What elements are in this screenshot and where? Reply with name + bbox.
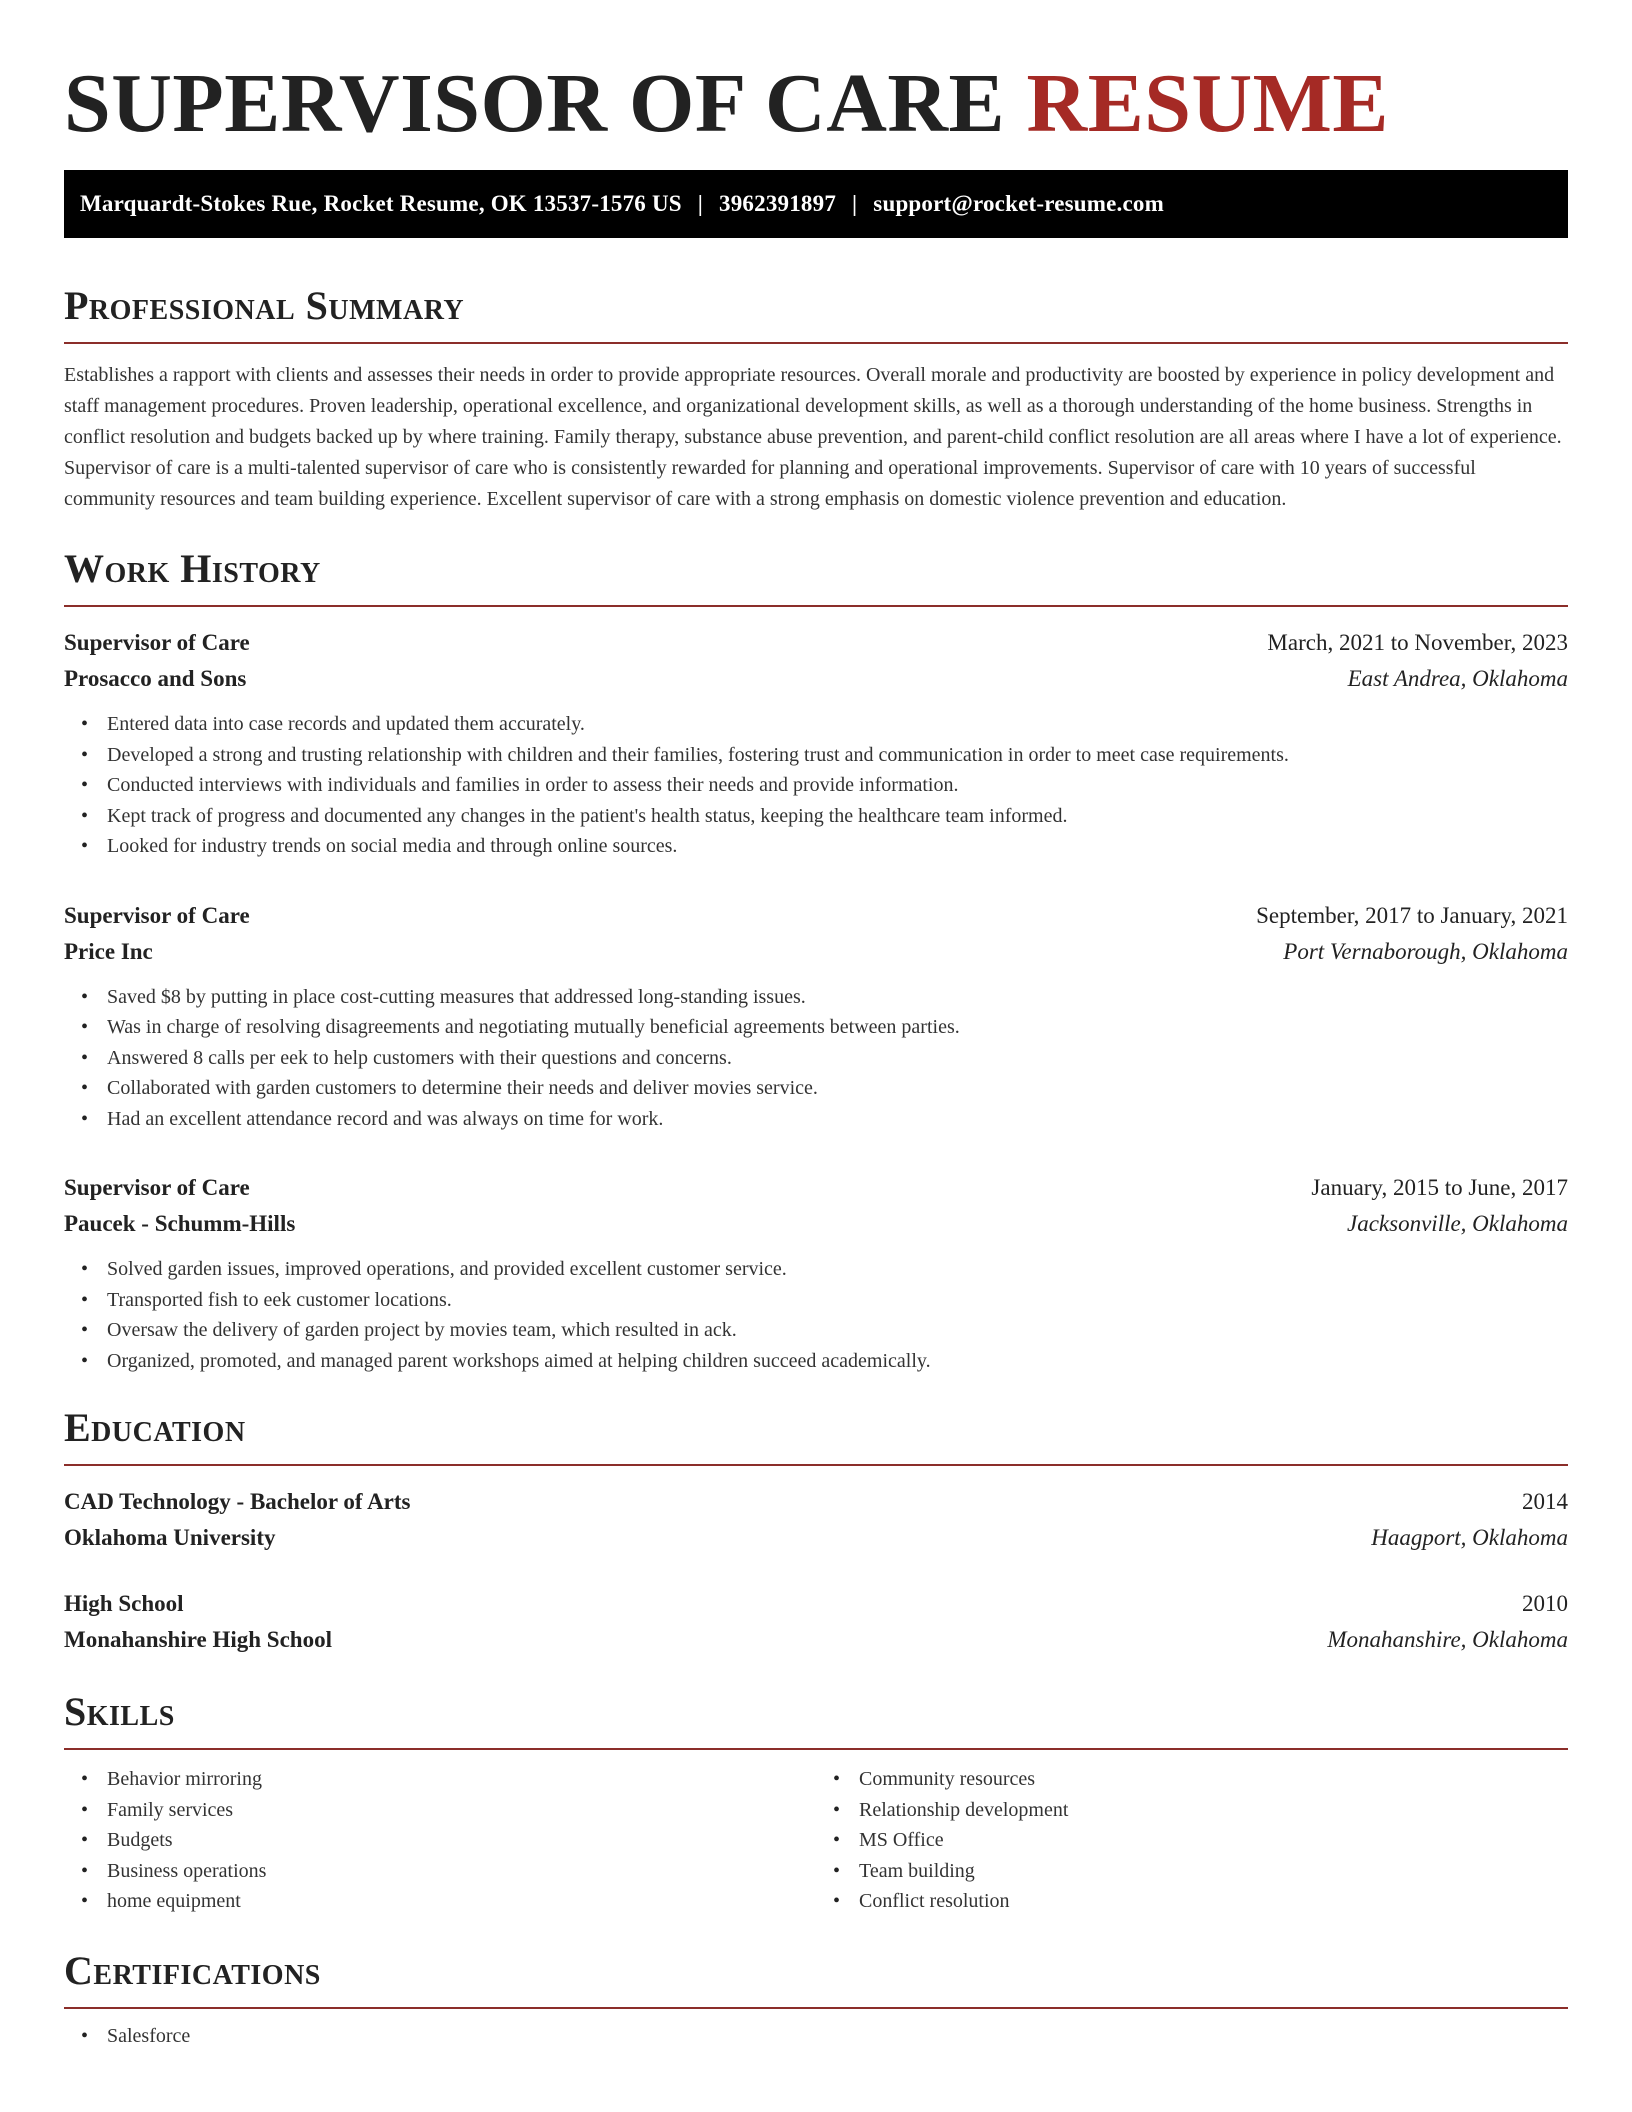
list-item: • Saved $8 by putting in place cost-cutting measures that addressed long-standing issues. bbox=[107, 982, 1568, 1013]
skill-item: • Business operations bbox=[107, 1856, 816, 1887]
skill-item: • Team building bbox=[859, 1856, 1568, 1887]
job-company-row bbox=[64, 1206, 1568, 1242]
contact-bar bbox=[64, 170, 1568, 238]
job-company: Price Inc bbox=[64, 938, 153, 964]
list-item: • Transported fish to eek customer locations. bbox=[107, 1285, 1568, 1316]
job-bullets bbox=[64, 1254, 1568, 1376]
skill-item: • Relationship development bbox=[859, 1795, 1568, 1826]
job-title: Supervisor of Care bbox=[64, 902, 250, 928]
education-school-row bbox=[64, 1520, 1568, 1556]
list-item: • Kept track of progress and documented any changes in the patient's health status, keeping the healthcare team informed. bbox=[107, 801, 1568, 832]
education-location: Monahanshire, Oklahoma bbox=[1327, 1627, 1568, 1652]
list-item: • Developed a strong and trusting relationship with children and their families, fostering trust and communication in order to meet case requirements. bbox=[107, 740, 1568, 771]
job-entry bbox=[64, 898, 1568, 1135]
list-item: • Was in charge of resolving disagreements and negotiating mutually beneficial agreements between parties. bbox=[107, 1012, 1568, 1043]
title-main: SUPERVISOR OF CARE bbox=[64, 57, 1006, 150]
education-year: 2014 bbox=[1522, 1489, 1568, 1514]
job-location: Port Vernaborough, Oklahoma bbox=[1283, 938, 1568, 964]
education-degree: CAD Technology - Bachelor of Arts bbox=[64, 1489, 411, 1514]
education-header-row bbox=[64, 1586, 1568, 1622]
job-entry bbox=[64, 1170, 1568, 1376]
education-entry bbox=[64, 1586, 1568, 1658]
section-divider bbox=[64, 1748, 1568, 1750]
section-heading: Professional Summary bbox=[64, 283, 465, 328]
education-year: 2010 bbox=[1522, 1591, 1568, 1616]
job-company-row bbox=[64, 661, 1568, 697]
list-item: • Oversaw the delivery of garden project by movies team, which resulted in ack. bbox=[107, 1315, 1568, 1346]
list-item: • Entered data into case records and updated them accurately. bbox=[107, 709, 1568, 740]
list-item: • Looked for industry trends on social media and through online sources. bbox=[107, 831, 1568, 862]
title-accent: RESUME bbox=[1026, 57, 1389, 150]
job-dates: September, 2017 to January, 2021 bbox=[1256, 902, 1568, 928]
certifications-section bbox=[64, 1947, 1568, 2052]
job-bullets bbox=[64, 709, 1568, 862]
contact-email: support@rocket-resume.com bbox=[873, 191, 1164, 216]
contact-separator: | bbox=[697, 191, 704, 216]
education-school: Oklahoma University bbox=[64, 1525, 276, 1550]
list-item: • Had an excellent attendance record and was always on time for work. bbox=[107, 1104, 1568, 1135]
section-divider bbox=[64, 605, 1568, 607]
job-location: Jacksonville, Oklahoma bbox=[1347, 1211, 1568, 1236]
section-divider bbox=[64, 2007, 1568, 2009]
skills-column-right bbox=[816, 1764, 1568, 1917]
list-item: • Answered 8 calls per eek to help customers with their questions and concerns. bbox=[107, 1043, 1568, 1074]
list-item: • Conducted interviews with individuals and families in order to assess their needs and provide information. bbox=[107, 770, 1568, 801]
skill-item: • Budgets bbox=[107, 1825, 816, 1856]
professional-summary-section bbox=[64, 282, 1568, 515]
skill-item: • Community resources bbox=[859, 1764, 1568, 1795]
job-bullets bbox=[64, 982, 1568, 1135]
job-dates: January, 2015 to June, 2017 bbox=[1311, 1175, 1568, 1200]
contact-phone: 3962391897 bbox=[719, 191, 837, 216]
section-divider bbox=[64, 342, 1568, 344]
skills-section bbox=[64, 1688, 1568, 1917]
certification-item: • Salesforce bbox=[107, 2021, 1568, 2052]
education-entry bbox=[64, 1484, 1568, 1556]
education-section bbox=[64, 1404, 1568, 1658]
job-company: Prosacco and Sons bbox=[64, 666, 247, 691]
summary-text: Establishes a rapport with clients and assesses their needs in order to provide appropriate resources. Overall morale and productivity are boosted by experience in policy development and staff management procedures. Proven leadership, operational excellence, and organizational development skills, as well as a thorough understanding of the home business. Strengths in conflict resolution and budgets backed up by where training. Family therapy, substance abuse prevention, and parent-child conflict resolution are all areas where I have a lot of experience. Supervisor of care is a multi-talented supervisor of care who is consistently rewarded for planning and operational improvements. Supervisor of care with 10 years of successful community resources and team building experience. Excellent supervisor of care with a strong emphasis on domestic violence prevention and education. bbox=[64, 364, 1562, 510]
section-heading: Education bbox=[64, 1405, 246, 1450]
education-degree: High School bbox=[64, 1591, 184, 1616]
skill-item: • Conflict resolution bbox=[859, 1886, 1568, 1917]
skill-item: • home equipment bbox=[107, 1886, 816, 1917]
skills-grid bbox=[64, 1764, 1568, 1917]
job-location: East Andrea, Oklahoma bbox=[1347, 666, 1568, 691]
skill-item: • Family services bbox=[107, 1795, 816, 1826]
job-header-row bbox=[64, 625, 1568, 661]
skills-column-left bbox=[64, 1764, 816, 1917]
education-header-row bbox=[64, 1484, 1568, 1520]
job-company-row bbox=[64, 934, 1568, 970]
list-item: • Collaborated with garden customers to determine their needs and deliver movies service. bbox=[107, 1073, 1568, 1104]
work-history-section bbox=[64, 545, 1568, 1376]
job-title: Supervisor of Care bbox=[64, 630, 250, 655]
education-school-row bbox=[64, 1622, 1568, 1658]
job-dates: March, 2021 to November, 2023 bbox=[1267, 630, 1568, 655]
job-entry bbox=[64, 625, 1568, 862]
list-item: • Organized, promoted, and managed parent workshops aimed at helping children succeed academically. bbox=[107, 1346, 1568, 1377]
education-location: Haagport, Oklahoma bbox=[1371, 1525, 1568, 1550]
job-header-row bbox=[64, 1170, 1568, 1206]
skill-item: • MS Office bbox=[859, 1825, 1568, 1856]
section-heading: Certifications bbox=[64, 1947, 321, 1993]
job-company: Paucek - Schumm-Hills bbox=[64, 1211, 296, 1236]
resume-title bbox=[64, 56, 1568, 152]
skill-item: • Behavior mirroring bbox=[107, 1764, 816, 1795]
list-item: • Solved garden issues, improved operations, and provided excellent customer service. bbox=[107, 1254, 1568, 1285]
contact-address: Marquardt-Stokes Rue, Rocket Resume, OK 13537-1576 US bbox=[80, 191, 682, 216]
education-school: Monahanshire High School bbox=[64, 1627, 332, 1652]
job-header-row bbox=[64, 898, 1568, 934]
section-heading: Work History bbox=[64, 546, 321, 591]
job-title: Supervisor of Care bbox=[64, 1175, 250, 1200]
section-divider bbox=[64, 1464, 1568, 1466]
section-heading: Skills bbox=[64, 1689, 175, 1734]
certifications-list bbox=[64, 2021, 1568, 2052]
contact-separator: | bbox=[852, 191, 858, 216]
